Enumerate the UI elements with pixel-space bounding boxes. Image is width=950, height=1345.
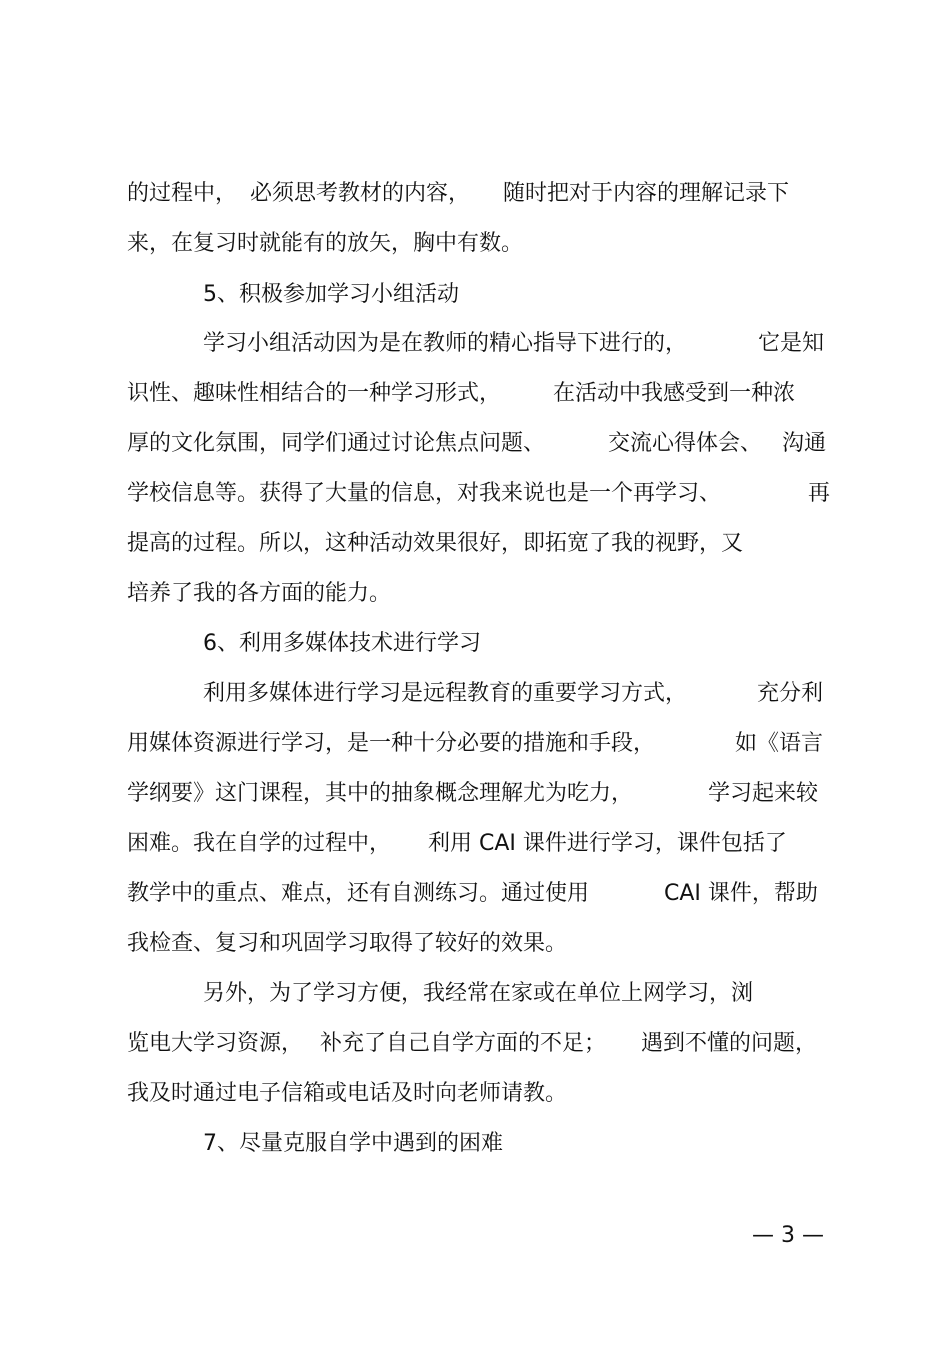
section-heading-text: 5、积极参加学习小组活动 <box>203 282 459 307</box>
text-segment: 厚的文化氛围，同学们通过讨论焦点问题、 <box>127 431 546 456</box>
text-segment: 识性、趣味性相结合的一种学习形式， <box>127 381 502 406</box>
text-segment: 学纲要》这门课程，其中的抽象概念理解尤为吃力， <box>127 781 634 806</box>
text-segment: 培养了我的各方面的能力。 <box>127 581 392 606</box>
text-segment: 交流心得体会、 <box>608 431 763 456</box>
text-segment: 利用多媒体进行学习是远程教育的重要学习方式， <box>203 681 688 706</box>
text-line <box>0 926 950 962</box>
text-line <box>0 1076 950 1112</box>
text-segment: 教学中的重点、难点，还有自测练习。通过使用 <box>127 881 590 906</box>
text-segment: 用媒体资源进行学习，是一种十分必要的措施和手段， <box>127 731 656 756</box>
text-segment: 在活动中我感受到一种浓 <box>553 381 796 406</box>
text-segment: 的过程中， <box>127 181 238 206</box>
text-segment: 补充了自己自学方面的不足； <box>320 1031 607 1056</box>
text-line <box>0 576 950 612</box>
page-number: — 3 — <box>752 1223 824 1248</box>
text-line <box>0 426 950 462</box>
text-segment: 沟通 <box>782 431 827 456</box>
text-segment: 困难。我在自学的过程中， <box>127 831 392 856</box>
section-heading <box>0 1126 950 1162</box>
text-line <box>0 826 950 862</box>
text-segment: 提高的过程。所以，这种活动效果很好，即拓宽了我的视野，又 <box>127 531 744 556</box>
text-line <box>0 676 950 712</box>
text-line <box>0 226 950 262</box>
section-heading-text: 6、利用多媒体技术进行学习 <box>203 631 481 656</box>
text-segment: 遇到不懂的问题， <box>641 1031 818 1056</box>
text-segment: 览电大学习资源， <box>127 1031 304 1056</box>
section-heading <box>0 277 950 313</box>
text-line <box>0 526 950 562</box>
text-segment: 利用 CAI 课件进行学习，课件包括了 <box>428 831 787 856</box>
text-line <box>0 376 950 412</box>
text-segment: 充分利 <box>757 681 824 706</box>
text-segment: 学习起来较 <box>708 781 819 806</box>
text-line <box>0 776 950 812</box>
text-segment: 我及时通过电子信箱或电话及时向老师请教。 <box>127 1081 568 1106</box>
text-line <box>0 176 950 212</box>
text-segment: 另外，为了学习方便，我经常在家或在单位上网学习，浏 <box>203 981 754 1006</box>
text-segment: CAI 课件，帮助 <box>664 881 818 906</box>
text-line <box>0 726 950 762</box>
text-segment: 学习小组活动因为是在教师的精心指导下进行的， <box>203 331 688 356</box>
section-heading-text: 7、尽量克服自学中遇到的困难 <box>203 1131 503 1156</box>
text-segment: 再 <box>808 481 831 506</box>
text-line <box>0 1026 950 1062</box>
section-heading <box>0 626 950 662</box>
text-segment: 我检查、复习和巩固学习取得了较好的效果。 <box>127 931 568 956</box>
text-segment: 随时把对于内容的理解记录下 <box>503 181 790 206</box>
text-line <box>0 476 950 512</box>
text-line <box>0 326 950 362</box>
text-segment: 必须思考教材的内容， <box>250 181 471 206</box>
text-segment: 如《语言 <box>735 731 824 756</box>
text-segment: 学校信息等。获得了大量的信息，对我来说也是一个再学习、 <box>127 481 722 506</box>
text-segment: 它是知 <box>758 331 825 356</box>
text-line <box>0 976 950 1012</box>
text-line <box>0 876 950 912</box>
text-segment: 来，在复习时就能有的放矢，胸中有数。 <box>127 231 524 256</box>
